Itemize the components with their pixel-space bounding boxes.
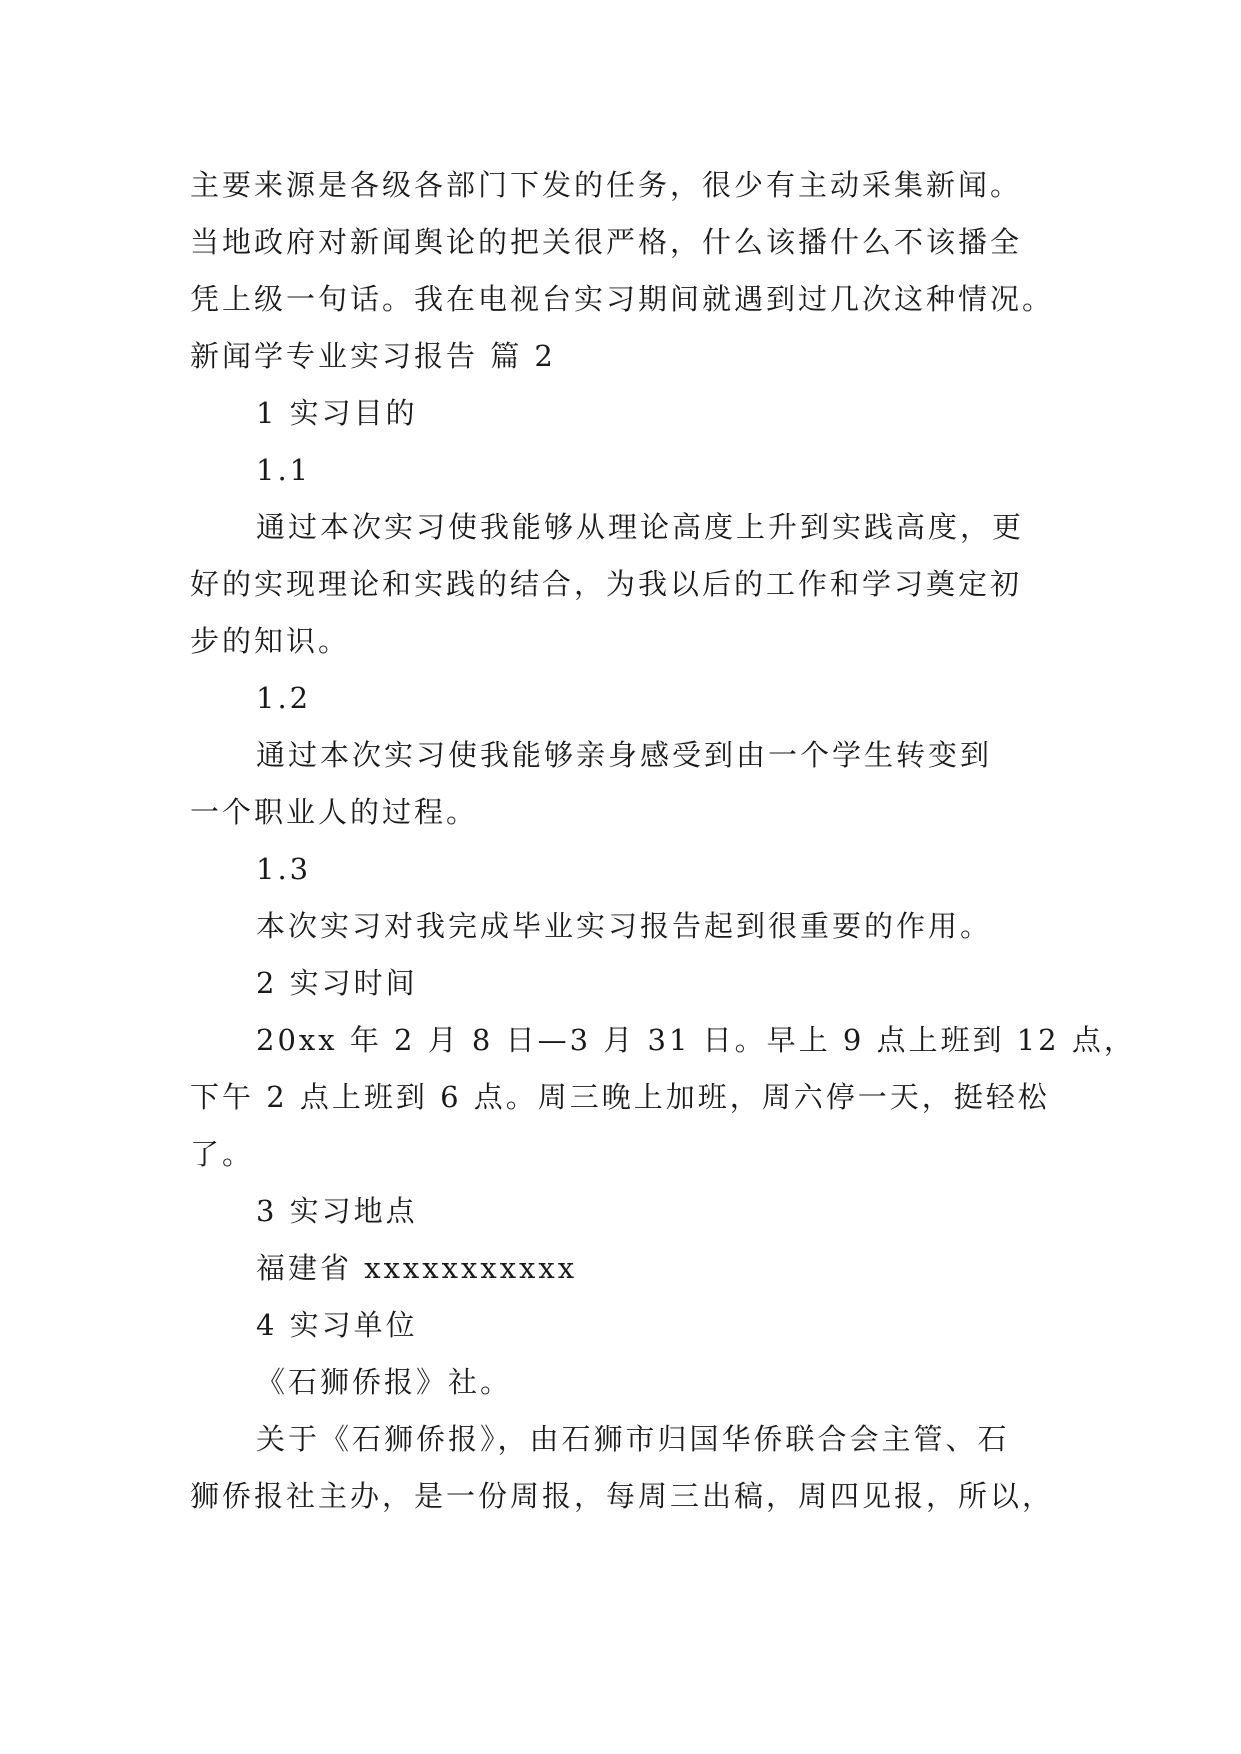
body-text-line: 关于《石狮侨报》，由石狮市归国华侨联合会主管、石 — [256, 1422, 1010, 1456]
subheading-purpose: 1 实习目的 — [256, 396, 418, 430]
body-text-line: 步的知识。 — [190, 624, 351, 658]
body-text-line: 本次实习对我完成毕业实习报告起到很重要的作用。 — [256, 909, 993, 943]
body-text-line: 下午 2 点上班到 6 点。周三晚上加班，周六停一天，挺轻松 — [190, 1080, 1050, 1114]
body-text-line: 《石狮侨报》社。 — [256, 1365, 513, 1399]
section-heading: 新闻学专业实习报告 篇 2 — [190, 339, 556, 373]
body-text-line: 了。 — [190, 1137, 255, 1171]
body-text-line: 好的实现理论和实践的结合，为我以后的工作和学习奠定初 — [190, 567, 1023, 601]
subheading-unit: 4 实习单位 — [256, 1308, 418, 1342]
body-text-line: 20xx 年 2 月 8 日—3 月 31 日。早上 9 点上班到 12 点， — [256, 1023, 1136, 1057]
item-number: 1.2 — [256, 681, 312, 715]
subheading-time: 2 实习时间 — [256, 966, 418, 1000]
item-number: 1.3 — [256, 852, 312, 886]
body-text-line: 主要来源是各级各部门下发的任务，很少有主动采集新闻。 — [190, 168, 1023, 202]
body-text-line: 当地政府对新闻舆论的把关很严格，什么该播什么不该播全 — [190, 225, 1023, 259]
body-text-line: 通过本次实习使我能够从理论高度上升到实践高度，更 — [256, 510, 1025, 544]
item-number: 1.1 — [256, 453, 312, 487]
body-text-line: 狮侨报社主办，是一份周报，每周三出稿，周四见报，所以， — [190, 1479, 1055, 1513]
body-text-line: 一个职业人的过程。 — [190, 795, 479, 829]
body-text-line: 福建省 xxxxxxxxxxx — [256, 1251, 578, 1285]
body-text-line: 凭上级一句话。我在电视台实习期间就遇到过几次这种情况。 — [190, 282, 1055, 316]
subheading-location: 3 实习地点 — [256, 1194, 418, 1228]
body-text-line: 通过本次实习使我能够亲身感受到由一个学生转变到 — [256, 738, 993, 772]
